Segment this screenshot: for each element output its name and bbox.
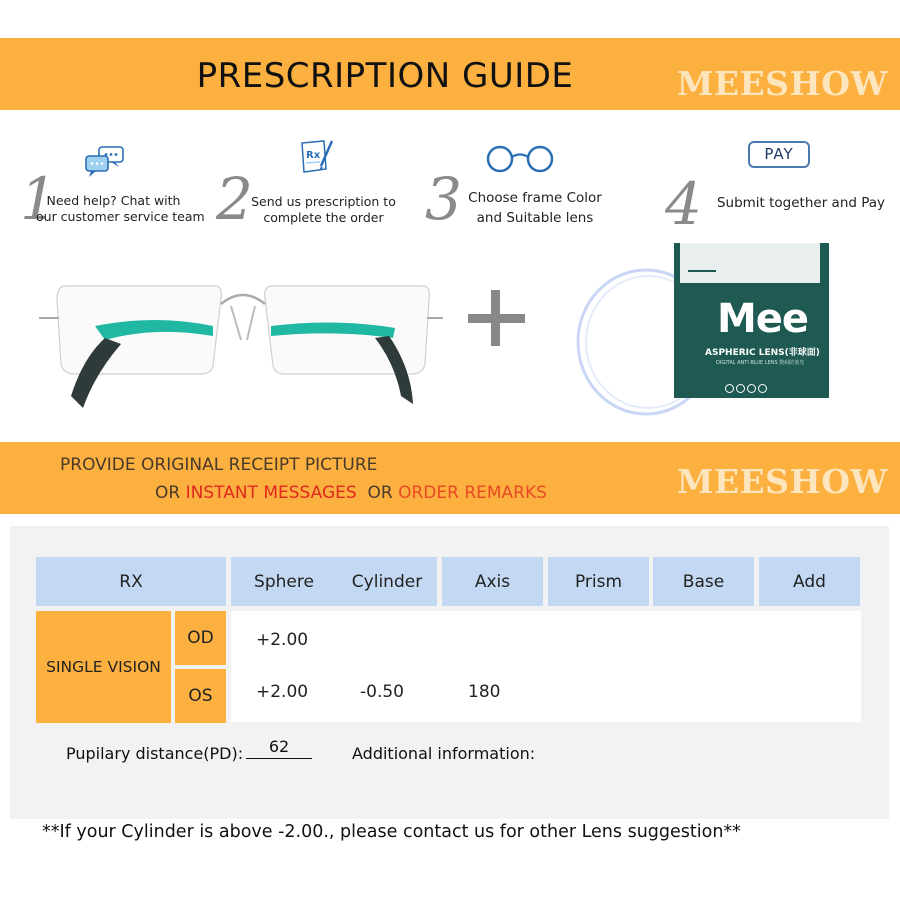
lens-brand-logo: Mee: [717, 296, 809, 342]
receipt-options: OR INSTANT MESSAGES OR ORDER REMARKS: [155, 483, 547, 503]
vision-type-cell: SINGLE VISION: [36, 611, 171, 723]
header-rx: RX: [36, 557, 226, 606]
step-number: 2: [216, 165, 253, 233]
brand-watermark: MEESHOW: [676, 64, 888, 103]
header-axis: Axis: [442, 557, 543, 606]
pay-badge-icon: PAY: [748, 141, 810, 168]
eye-od-cell: OD: [175, 611, 226, 665]
cylinder-footnote: **If your Cylinder is above -2.00., please contact us for other Lens suggestion**: [42, 822, 741, 842]
os-cylinder-value: -0.50: [360, 682, 404, 702]
step-2-text: Send us prescription to complete the order: [251, 194, 396, 225]
prescription-guide-banner: [0, 38, 900, 110]
step-4-text: Submit together and Pay: [716, 195, 886, 211]
step-number: 4: [665, 170, 702, 238]
lens-package-accent: [688, 270, 716, 272]
header-add: Add: [759, 557, 860, 606]
prescription-values-area: [231, 611, 861, 722]
pd-label: Pupilary distance(PD):: [66, 744, 244, 763]
round-glasses-icon: [485, 144, 555, 174]
header-base: Base: [653, 557, 754, 606]
lens-feature-icons: [725, 378, 769, 397]
header-prism: Prism: [548, 557, 649, 606]
step-3-text: Choose frame Color and Suitable lens: [468, 190, 602, 226]
rimless-glasses-image: [35, 278, 447, 418]
brand-watermark: MEESHOW: [676, 462, 888, 501]
additional-info-label: Additional information:: [352, 744, 536, 763]
step-1-text: Need help? Chat with our customer service team: [36, 193, 205, 224]
chat-bubbles-icon: [85, 146, 125, 178]
os-sphere-value: +2.00: [256, 682, 309, 702]
prescription-pen-icon: [298, 139, 338, 177]
od-sphere-value: +2.00: [256, 630, 309, 650]
receipt-banner: [0, 442, 900, 514]
lens-package-label-area: [680, 243, 820, 283]
header-cylinder: Cylinder: [337, 557, 437, 606]
eye-os-cell: OS: [175, 669, 226, 723]
os-axis-value: 180: [468, 682, 501, 702]
step-number: 1: [20, 165, 57, 233]
instant-messages-text: INSTANT MESSAGES: [185, 483, 357, 503]
pd-value: 62: [246, 737, 312, 759]
header-sphere: Sphere: [231, 557, 337, 606]
step-number: 3: [425, 165, 462, 233]
lens-type-label: ASPHERIC LENS(非球面): [705, 348, 820, 358]
lens-sub-label: DIGITAL ANTI BLUE LENS 数码防蓝光: [716, 360, 805, 366]
order-remarks-text: ORDER REMARKS: [398, 483, 547, 503]
plus-icon-bar: [468, 314, 525, 323]
receipt-instruction: PROVIDE ORIGINAL RECEIPT PICTURE: [60, 455, 378, 475]
page-title: PRESCRIPTION GUIDE: [196, 56, 574, 96]
svg-text:Rx: Rx: [306, 150, 321, 161]
